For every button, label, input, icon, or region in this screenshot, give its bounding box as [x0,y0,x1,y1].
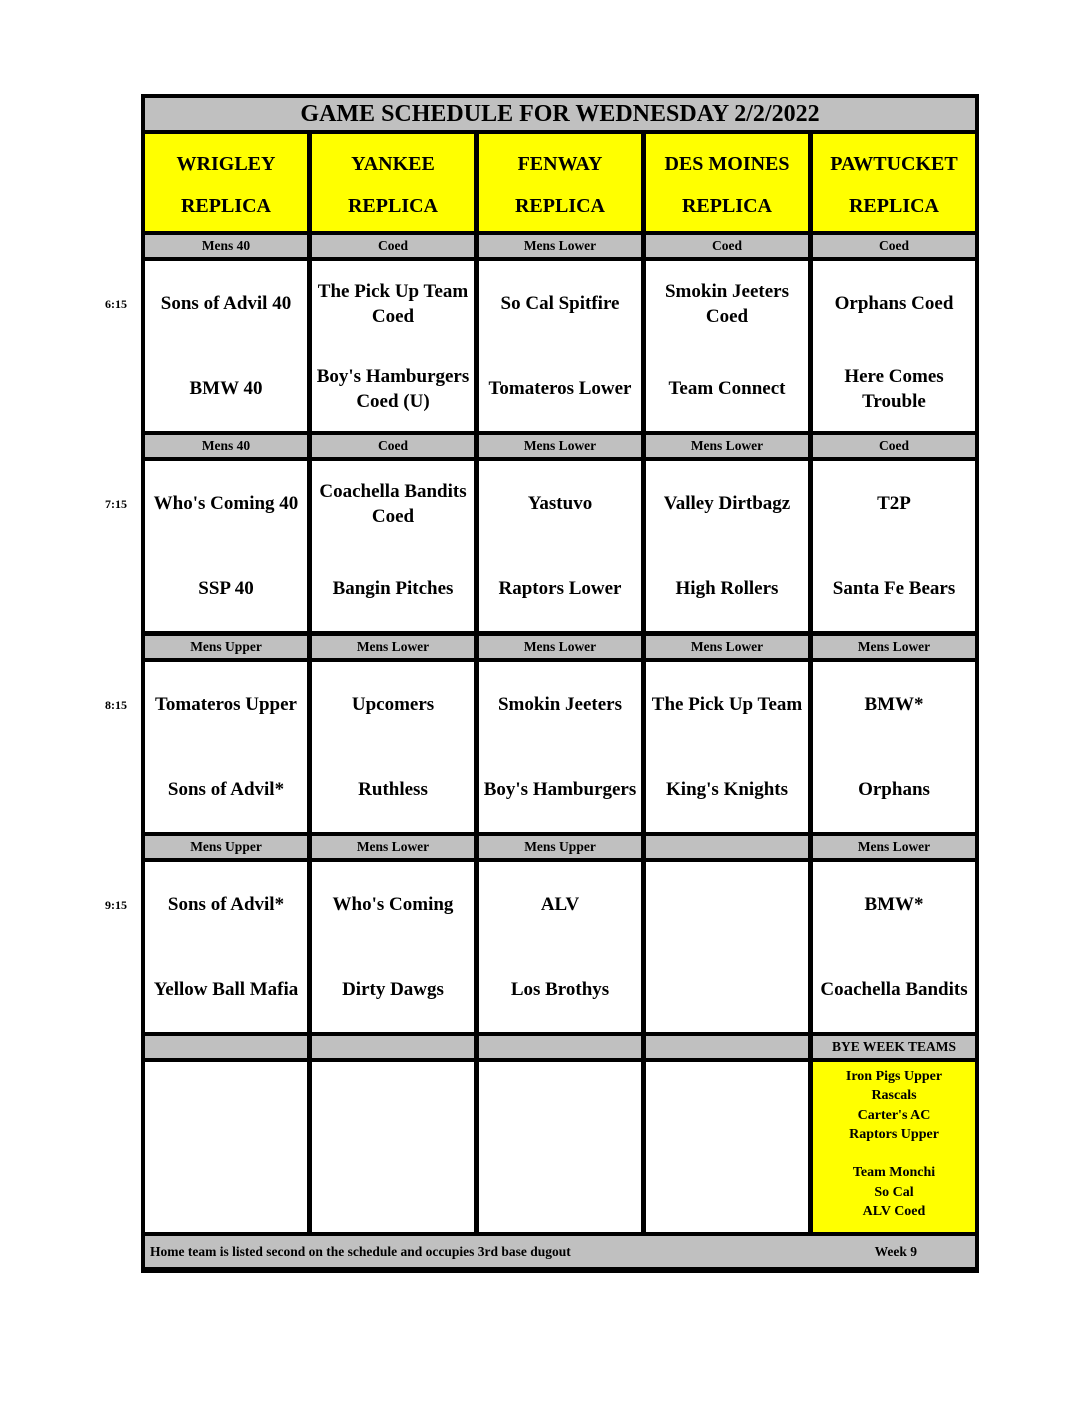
away-team: Sons of Advil 40 [160,293,292,314]
away-team: Smokin Jeeters Coed [664,280,789,327]
home-team: Bangin Pitches [332,578,454,599]
game-cell [479,862,641,1032]
division-text: Coed [879,438,909,453]
game-cell [813,862,975,1032]
home-team: Raptors Lower [498,578,622,599]
away-team: Who's Coming [332,894,454,915]
game-cell [646,862,808,1032]
bye-team: Raptors Upper [849,1126,939,1142]
game-cell [312,662,474,832]
time-slot-label: 9:15 [105,898,127,912]
game-cell [813,662,975,832]
away-team: The Pick Up Team [651,694,803,715]
division-label [646,235,808,257]
division-label [312,836,474,858]
division-text: Mens Lower [523,438,597,453]
home-team: Sons of Advil* [167,779,285,800]
game-cell [479,461,641,631]
home-team: King's Knights [666,779,788,800]
away-team: Orphans Coed [834,293,954,314]
game-cell [145,461,307,631]
division-label [145,836,307,858]
division-label [813,435,975,457]
bye-team: Team Monchi [852,1165,936,1181]
bye-team: Rascals [871,1088,917,1104]
division-label [813,836,975,858]
blank-division-label [145,1036,307,1058]
footer-note: Home team is listed second on the schedule and occupies 3rd base dugout [150,1243,571,1259]
field-header [312,134,474,231]
field-header [813,134,975,231]
field-header [646,134,808,231]
home-team: Boy's Hamburgers Coed (U) [316,365,470,412]
field-sub: REPLICA [514,194,605,217]
home-team: Los Brothys [510,979,610,1000]
away-team: Who's Coming 40 [153,493,299,514]
division-text: Coed [712,238,742,253]
away-team: Tomateros Upper [155,694,297,715]
field-sub: REPLICA [347,194,438,217]
away-team [646,862,808,947]
division-text: Coed [879,238,909,253]
division-label [145,636,307,658]
away-team: T2P [877,493,911,514]
game-cell [646,662,808,832]
schedule-table [141,94,979,1273]
division-label [312,235,474,257]
field-sub: REPLICA [681,194,772,217]
home-team: Coachella Bandits [820,979,968,1000]
division-text: Mens Upper [190,639,262,654]
game-cell [813,461,975,631]
bye-team: Iron Pigs Upper [845,1069,943,1084]
away-team: ALV [540,894,580,915]
home-team: BMW 40 [189,378,263,399]
blank-division-label [646,1036,808,1058]
time-slot-label: 6:15 [105,297,127,311]
home-team: SSP 40 [198,578,254,599]
blank-cell [646,1062,808,1232]
game-cell [145,862,307,1032]
home-team: Orphans [858,779,930,800]
away-team: Valley Dirtbagz [663,493,791,514]
game-cell [479,261,641,431]
footer-bar [145,1236,975,1267]
division-text: Mens Upper [524,839,596,854]
field-sub: REPLICA [848,194,939,217]
division-label [479,836,641,858]
division-label [813,636,975,658]
blank-division-label [312,1036,474,1058]
time-slot-label: 8:15 [105,698,127,712]
blank-cell [479,1062,641,1232]
division-text: Mens 40 [201,438,251,453]
game-cell [312,461,474,631]
division-text: Mens Lower [857,639,931,654]
home-team: Here Comes Trouble [844,365,944,412]
field-sub: REPLICA [180,194,271,217]
game-cell [646,461,808,631]
away-team: So Cal Spitfire [500,293,620,314]
division-text: Mens Lower [690,639,764,654]
bye-team: ALV Coed [862,1204,926,1220]
game-cell [145,662,307,832]
field-header [145,134,307,231]
home-team: Dirty Dawgs [342,979,444,1000]
away-team: BMW* [864,694,924,715]
home-team: Yellow Ball Mafia [153,979,299,1000]
bye-header-text: BYE WEEK TEAMS [831,1039,957,1054]
field-header [479,134,641,231]
game-cell [813,261,975,431]
schedule-title: GAME SCHEDULE FOR WEDNESDAY 2/2/2022 [145,98,975,130]
division-text: Mens Lower [356,839,430,854]
home-team: Boy's Hamburgers [483,779,637,800]
division-label [312,435,474,457]
game-cell [312,862,474,1032]
blank-division-label [479,1036,641,1058]
away-team: Upcomers [351,694,435,715]
division-text: Mens Lower [356,639,430,654]
home-team: High Rollers [675,578,779,599]
field-name: FENWAY [517,153,603,176]
game-cell [646,261,808,431]
field-name: WRIGLEY [176,153,276,176]
division-text: Mens Lower [523,639,597,654]
division-label [145,435,307,457]
bye-team: Carter's AC [857,1107,931,1123]
division-text: Coed [378,438,408,453]
field-name: DES MOINES [664,153,790,176]
away-team: Coachella Bandits Coed [319,480,467,527]
division-label [646,435,808,457]
division-label [646,836,808,858]
division-label [813,235,975,257]
game-cell [145,261,307,431]
bye-header [813,1036,975,1058]
home-team: Team Connect [668,378,786,399]
division-label [479,235,641,257]
away-team: Yastuvo [527,493,593,514]
week-label: Week 9 [874,1243,917,1259]
time-slot-label: 7:15 [105,497,127,511]
division-text: Coed [378,238,408,253]
home-team: Santa Fe Bears [832,578,956,599]
away-team: The Pick Up Team Coed [317,280,469,327]
blank-cell [145,1062,307,1232]
division-text: Mens Upper [190,839,262,854]
division-text: Mens 40 [201,238,251,253]
division-text: Mens Lower [857,839,931,854]
home-team: Tomateros Lower [488,378,632,399]
blank-cell [312,1062,474,1232]
away-team: Sons of Advil* [167,894,285,915]
field-name: YANKEE [351,153,435,176]
division-label [479,435,641,457]
game-cell [312,261,474,431]
home-team [646,947,808,1032]
bye-team: So Cal [874,1184,914,1200]
division-text: Mens Lower [690,438,764,453]
division-label [145,235,307,257]
division-label [312,636,474,658]
game-cell [479,662,641,832]
bye-week-teams [813,1062,975,1232]
home-team: Ruthless [358,779,428,800]
away-team: Smokin Jeeters [497,694,622,715]
field-name: PAWTUCKET [830,153,958,176]
division-label [479,636,641,658]
division-label [646,636,808,658]
division-text: Mens Lower [523,238,597,253]
away-team: BMW* [864,894,924,915]
